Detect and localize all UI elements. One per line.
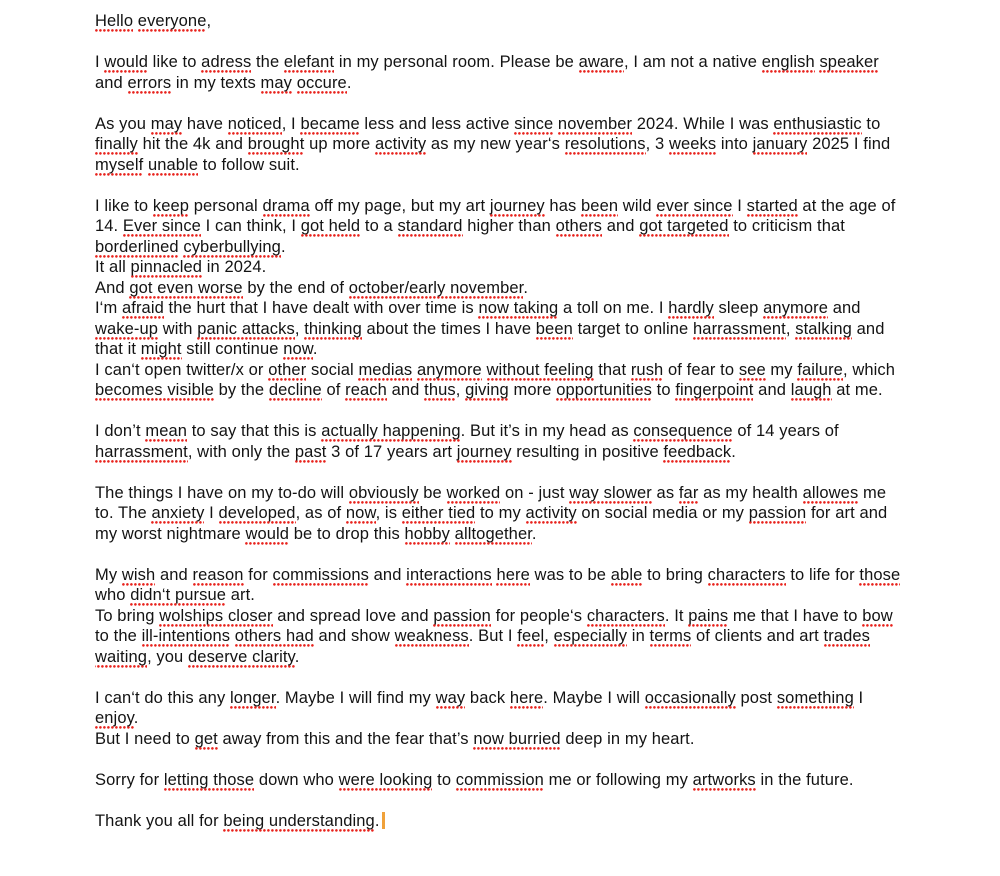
misspelled-word[interactable]: enthusiastic [773,114,862,133]
misspelled-word[interactable]: opportunities [556,381,652,399]
misspelled-word[interactable]: noticed [227,114,282,133]
misspelled-word[interactable]: adress [201,53,252,71]
misspelled-word[interactable]: see [738,360,766,379]
misspelled-word[interactable]: anxiety [151,504,205,522]
misspelled-word[interactable]: way slower [569,483,652,502]
misspelled-word[interactable]: thus [424,381,456,399]
misspelled-word[interactable]: cyberbullying [183,237,281,256]
misspelled-word[interactable]: harrassment [95,442,188,461]
misspelled-word[interactable]: since [514,114,554,133]
misspelled-word[interactable]: passion [748,504,807,522]
misspelled-word[interactable]: been [581,196,619,215]
misspelled-word[interactable]: afraid [121,299,164,317]
text-line: My wish and reason for commissions and interactions here was to be able to bring characters to life for those who didn‘t pursue art. [95,565,901,604]
misspelled-word[interactable]: pinnacled [130,258,203,276]
misspelled-word[interactable]: being understanding [223,811,375,830]
misspelled-word[interactable]: reach [345,381,387,399]
misspelled-word[interactable]: anymore [416,360,482,379]
paragraph [95,52,908,93]
misspelled-word[interactable]: get [194,729,218,748]
misspelled-word[interactable]: activity [375,135,427,153]
misspelled-word[interactable]: stalking [795,319,852,338]
misspelled-word[interactable]: those [859,565,901,584]
misspelled-word[interactable]: longer [230,688,276,707]
text-cursor [382,812,385,829]
misspelled-word[interactable]: characters [707,565,786,584]
text-line: I‘m afraid the hurt that I have dealt with over time is now taking a toll on me. I hardly sleep anymore and wake-up with panic attacks, thinking about the times I have been target to online harrassment, stalking and that it might still continue now. [95,299,885,358]
misspelled-word[interactable]: way [435,688,466,707]
misspelled-word[interactable]: Hello [95,12,134,30]
misspelled-word[interactable]: becomes visible [95,381,214,399]
misspelled-word[interactable]: got held [300,217,361,235]
misspelled-word[interactable]: resolutions [564,135,646,153]
misspelled-word[interactable]: commissions [272,565,369,584]
misspelled-word[interactable]: would [245,524,290,543]
misspelled-word[interactable]: journey [489,196,545,215]
misspelled-word[interactable]: letting those [163,770,255,789]
misspelled-word[interactable]: other [268,360,307,379]
misspelled-word[interactable]: alltogether [454,524,532,543]
misspelled-word[interactable]: worked [446,483,501,502]
misspelled-word[interactable]: enjoy [95,709,134,727]
misspelled-word[interactable]: brought [247,135,305,153]
paragraph [95,421,908,462]
misspelled-word[interactable]: trades waiting [95,627,871,666]
misspelled-word[interactable]: january [752,135,808,153]
text-line: Hello everyone, [95,12,212,30]
paragraph [95,483,908,545]
misspelled-word[interactable]: now [345,504,376,522]
misspelled-word[interactable]: others [555,217,603,235]
misspelled-word[interactable]: wish [121,565,156,584]
misspelled-word[interactable]: might [140,340,182,358]
misspelled-word[interactable]: errors [127,73,172,92]
misspelled-word[interactable]: especially [553,627,628,645]
misspelled-word[interactable]: decline [268,381,322,399]
misspelled-word[interactable]: drama [262,196,310,215]
text-line: As you may have noticed, I became less and less active since november 2024. While I was enthusiastic to finally hit the 4k and brought up more activity as my new year‘s resolutions, 3 weeks into january 2025 I find myself unable to follow suit. [95,114,891,174]
misspelled-word[interactable]: myself [95,155,144,174]
text-line: I would like to adress the elefant in my personal room. Please be aware, I am not a native english speaker and errors in my texts may occure. [95,53,879,92]
misspelled-word[interactable]: interactions [406,565,492,584]
misspelled-word[interactable]: pains [688,606,729,625]
misspelled-word[interactable]: unable [147,155,199,174]
misspelled-word[interactable]: without feeling [486,360,594,379]
misspelled-word[interactable]: far [678,483,699,502]
misspelled-word[interactable]: keep [152,196,190,215]
misspelled-word[interactable]: got targeted [639,217,729,235]
misspelled-word[interactable]: hardly [668,299,714,317]
misspelled-word[interactable]: standard [397,217,463,235]
misspelled-word[interactable]: finally [95,135,138,153]
misspelled-word[interactable]: didn‘t pursue [130,586,227,604]
misspelled-word[interactable]: speaker [819,53,879,71]
misspelled-word[interactable]: mean [145,422,188,440]
misspelled-word[interactable]: elefant [283,53,335,71]
misspelled-word[interactable]: consequence [633,422,733,440]
misspelled-word[interactable]: deserve clarity [188,647,295,666]
misspelled-word[interactable]: passion [433,606,491,625]
misspelled-word[interactable]: started [746,196,798,215]
misspelled-word[interactable]: panic attacks [197,319,295,338]
paragraph [95,811,908,832]
text-line: I can‘t do this any longer. Maybe I will find my way back here. Maybe I will occasionally post something I enjoy. [95,688,864,727]
misspelled-word[interactable]: weakness [394,627,469,645]
misspelled-word[interactable]: ever since [656,196,733,215]
paragraph [95,196,908,401]
misspelled-word[interactable]: medias [358,360,413,379]
misspelled-word[interactable]: english [761,53,815,71]
misspelled-word[interactable]: journey [456,442,512,461]
misspelled-word[interactable]: got even worse [129,278,243,297]
misspelled-word[interactable]: giving [465,381,509,399]
paragraph [95,770,908,791]
text-line: And got even worse by the end of october/early november. [95,278,529,297]
misspelled-word[interactable]: here [496,565,530,584]
misspelled-word[interactable]: here [509,688,544,707]
misspelled-word[interactable]: occure [296,73,347,92]
misspelled-word[interactable]: anymore [763,299,829,317]
misspelled-word[interactable]: commission [455,770,544,789]
paragraph [95,688,908,750]
misspelled-word[interactable]: became [300,114,360,133]
misspelled-word[interactable]: activity [525,504,577,522]
misspelled-word[interactable]: were looking [338,770,433,789]
misspelled-word[interactable]: artworks [692,770,756,789]
text-line: Sorry for letting those down who were looking to commission me or following my artworks in the future. [95,770,854,789]
misspelled-word[interactable]: developed [218,504,296,522]
misspelled-word[interactable]: harrassment [693,319,786,338]
misspelled-word[interactable]: may [260,73,293,92]
misspelled-word[interactable]: bow [862,606,893,625]
misspelled-word[interactable]: october/early november [348,278,524,297]
misspelled-word[interactable]: rush [630,360,664,379]
misspelled-word[interactable]: reason [192,565,244,584]
misspelled-word[interactable]: now taking [478,299,559,317]
misspelled-word[interactable]: borderlined [95,237,179,256]
misspelled-word[interactable]: others had [234,627,314,645]
misspelled-word[interactable]: hobby [404,524,450,543]
text-line: It all pinnacled in 2024. [95,258,267,276]
paragraph [95,565,908,668]
text-line: To bring wolships closer and spread love and passion for people‘s characters. It pains me that I have to bow to the ill-intentions others had and show weakness. But I feel, especially in terms of clients and art trades waiting, you deserve clarity. [95,606,893,666]
misspelled-word[interactable]: feedback [663,442,732,461]
text-line: I don’t mean to say that this is actually happening. But it’s in my head as consequence of 14 years of harrassment, with only the past 3 of 17 years art journey resulting in positive feedback. [95,422,839,461]
misspelled-word[interactable]: thinking [304,319,362,338]
misspelled-word[interactable]: allowes [802,483,859,502]
misspelled-word[interactable]: everyone [137,12,207,30]
paragraph [95,11,908,32]
misspelled-word[interactable]: characters [586,606,665,625]
text-line: The things I have on my to-do will obviously be worked on - just way slower as far as my health allowes me to. The anxiety I developed, as of now, is either tied to my activity on social media or my passion for art and my worst nightmare would be to drop this hobby alltogether. [95,483,888,543]
misspelled-word[interactable]: obviously [348,483,419,502]
text-line: But I need to get away from this and the fear that’s now burried deep in my heart. [95,729,695,748]
misspelled-word[interactable]: occasionally [644,688,736,707]
misspelled-word[interactable]: past [294,442,327,461]
misspelled-word[interactable]: something [776,688,854,707]
misspelled-word[interactable]: weeks [668,135,717,153]
misspelled-word[interactable]: failure [797,360,843,379]
misspelled-word[interactable]: now burried [473,729,561,748]
misspelled-word[interactable]: may [150,114,183,133]
misspelled-word[interactable]: now [283,340,313,358]
misspelled-word[interactable]: Ever since [122,217,201,235]
text-line: I can‘t open twitter/x or other social medias anymore without feeling that rush of fear to see my failure, which becomes visible by the decline of reach and thus, giving more opportunities to fingerpoint and laugh at me. [95,360,896,399]
misspelled-word[interactable]: november [557,114,633,133]
misspelled-word[interactable]: would [104,53,148,71]
misspelled-word[interactable]: been [535,319,573,338]
misspelled-word[interactable]: laugh [790,381,832,399]
misspelled-word[interactable]: either tied [401,504,476,522]
misspelled-word[interactable]: actually happening [321,422,461,440]
misspelled-word[interactable]: feel [517,627,545,645]
misspelled-word[interactable]: fingerpoint [675,381,754,399]
misspelled-word[interactable]: wolships closer [159,606,273,625]
misspelled-word[interactable]: ill-intentions [141,627,231,645]
paragraph [95,114,908,176]
misspelled-word[interactable]: wake-up [95,319,159,338]
text-line: I like to keep personal drama off my page, but my art journey has been wild ever since I started at the age of 14. Ever since I can think, I got held to a standard higher than others and got targeted to criticism that borderlined cyberbullying. [95,196,896,256]
text-line: Thank you all for being understanding. [95,811,908,832]
misspelled-word[interactable]: terms [649,627,692,645]
misspelled-word[interactable]: aware [578,53,625,71]
misspelled-word[interactable]: able [610,565,643,584]
